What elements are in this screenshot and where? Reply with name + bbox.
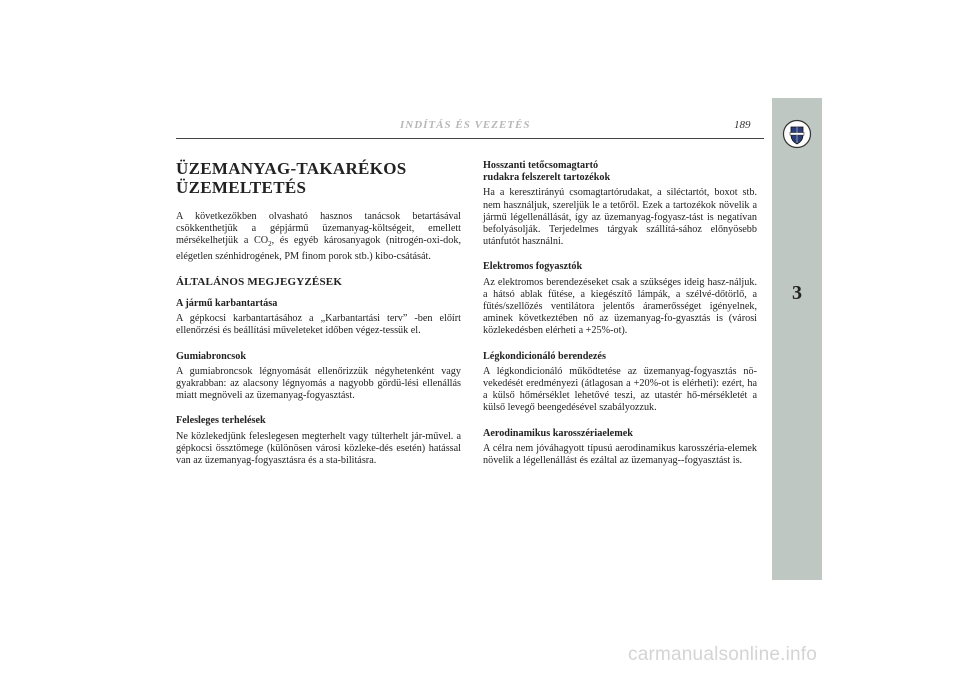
item-text: A légkondicionáló működtetése az üzemanyag-fogyasztás nö-vekedését eredményezi (átlagosan a +20%-ot is elérheti): ezért, ha a külső hőmérséklet lehetővé teszi, az utastér hő-mérsékletét a külső levegő beengedésével szabályozzuk. <box>483 365 757 414</box>
page-number: 189 <box>734 119 751 131</box>
item-aerodynamics <box>483 428 757 468</box>
item-title-line-1: Hosszanti tetőcsomagtartó <box>483 160 599 171</box>
item-loads <box>176 415 461 467</box>
item-title: A jármű karbantartása <box>176 298 278 310</box>
item-text: Ne közlekedjünk feleslegesen megterhelt vagy túlterhelt jár-művel. a gépkocsi össztömege (különösen városi közleke-dés esetén) hatással van az üzemanyag-fogyasztásra és a sta-bilitásra. <box>176 430 461 467</box>
item-text: A célra nem jóváhagyott típusú aerodinamikus karosszéria-elemek növelik a légellenállást és ezáltal az üzemanyag--fogyasztást is. <box>483 442 757 467</box>
watermark-link[interactable]: carmanualsonline.info <box>628 644 818 665</box>
intro-text-before: A következőkben olvasható hasznos tanácsok betartásával csökkenthetjük a gépjármű üzemanyag-költségeit, emellett mérsékelhetjük a CO <box>176 211 461 247</box>
section-title: ÁLTALÁNOS MEGJEGYZÉSEK <box>176 275 343 288</box>
chapter-number-tab[interactable]: 3 <box>792 282 802 304</box>
chapter-sidebar <box>772 98 822 580</box>
item-electrical <box>483 261 757 337</box>
item-title: Gumiabroncsok <box>176 350 247 362</box>
lancia-shield-icon <box>782 119 812 149</box>
item-text: Ha a keresztirányú csomagtartórudakat, a siléctartót, boxot stb. nem használjuk, szereljük le a tetőről. Ezek a tartozékok növelik a jármű légellenállását, így az üzemanyag-fogyasz-tást is negatívan befolyásolják. Terjedelmes tárgyak szállítá-sához előnyösebb utánfutót használni. <box>483 187 757 248</box>
item-title: Elektromos fogyasztók <box>483 261 583 273</box>
item-air-conditioning <box>483 351 757 415</box>
item-title: Aerodinamikus karosszériaelemek <box>483 427 633 439</box>
item-tyres <box>176 351 461 403</box>
item-roof-rack <box>483 160 757 248</box>
item-text: A gumiabroncsok légnyomását ellenőrizzük négyhetenként vagy gyakrabban: az alacsony légnyomás a nagyobb gördü-lési ellenállás miatt megnöveli az üzemanyag-fogyasztást. <box>176 365 461 402</box>
page-title-line-2: ÜZEMELTETÉS <box>176 177 307 197</box>
item-title: Légkondicionáló berendezés <box>483 350 606 362</box>
page-title <box>176 160 461 197</box>
running-header: INDÍTÁS ÉS VEZETÉS <box>400 119 531 131</box>
left-column <box>176 160 461 480</box>
item-text: Az elektromos berendezéseket csak a szükséges ideig hasz-náljuk. a hátsó ablak fűtése, a kiegészítő lámpák, a szélvé-dőtörlő, a fűtés/szellőzés ventilátora jelentős áramerősséget igényelnek, aminek következtében nő az üzemanyag-fo-gyasztás is (városi közlekedésben elérheti a +25%-ot). <box>483 276 757 337</box>
item-text: A gépkocsi karbantartásához a „Karbantartási terv” -ben előírt ellenőrzési és beállítási műveleteket időben végez-tessük el. <box>176 313 461 337</box>
item-maintenance <box>176 298 461 338</box>
header-divider <box>176 138 764 139</box>
item-title: Felesleges terhelések <box>176 415 266 427</box>
intro-text-after: , és egyéb károsanyagok (nitrogén-oxi-dok, elégetlen szénhidrogének, PM finom porok stb.) kibo-csátását. <box>176 235 461 262</box>
right-column <box>483 160 757 480</box>
intro-subscript: 2 <box>268 240 272 249</box>
page-title-line-1: ÜZEMANYAG-TAKARÉKOS <box>176 159 407 178</box>
item-title-line-2: rudakra felszerelt tartozékok <box>483 172 611 184</box>
intro-paragraph <box>176 211 461 263</box>
